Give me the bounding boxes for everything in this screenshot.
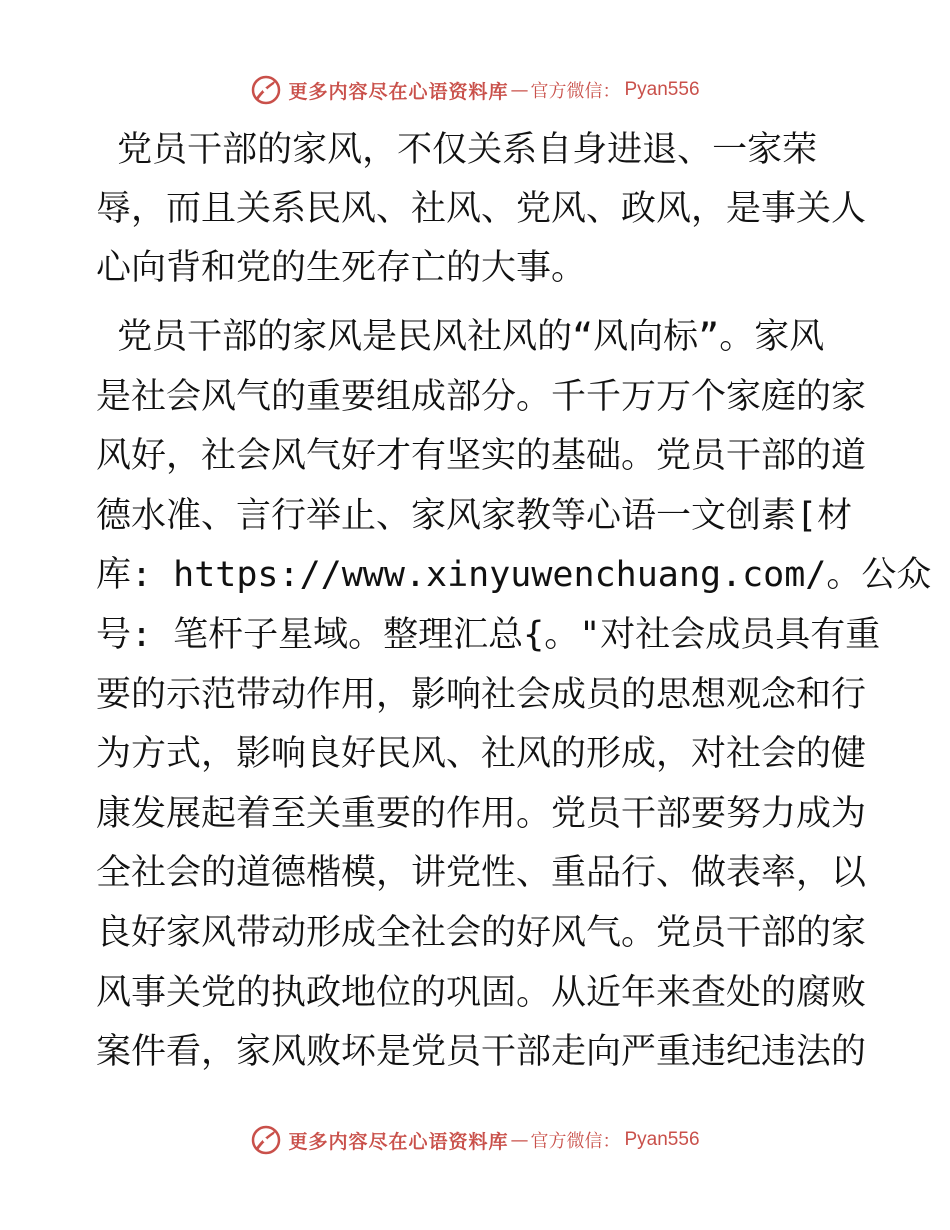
text-line: 要的示范带动作用，影响社会成员的思想观念和行 [96,674,867,715]
footer-banner [0,1122,950,1158]
text-line: 康发展起着至关重要的作用。党员干部要努力成为 [96,793,867,834]
text-line: 良好家风带动形成全社会的好风气。党员干部的家 [96,912,867,953]
paragraph-1 [96,121,867,298]
text-line: 为方式，影响良好民风、社风的形成，对社会的健 [96,734,867,775]
banner-wechat-id: Pyan556 [624,1129,700,1150]
text-line: 党员干部的家风是民风社风的“风向标”。家风 [96,317,825,357]
text-line: 党员干部的家风，不仅关系自身进退、一家荣 [96,130,818,170]
banner-dash: — [510,1129,529,1151]
banner-slogan: 更多内容尽在心语资料库 [288,1130,509,1153]
text-line: 德水准、言行举止、家风家教等心语一文创素[材 [96,495,853,536]
banner-wechat-id: Pyan556 [624,79,700,100]
text-line: 心向背和党的生死存亡的大事。 [96,248,587,288]
text-line: 是社会风气的重要组成部分。千千万万个家庭的家 [96,376,867,417]
banner-wechat-label: 官方微信： [530,81,621,102]
paragraph-2 [96,308,932,1083]
text-line: 库: https://www.xinyuwenchuang.com/。公众 [96,555,932,596]
banner-dash: — [510,79,529,101]
text-line: 全社会的道德楷模，讲党性、重品行、做表率，以 [96,853,867,894]
pen-logo-icon [250,74,282,106]
text-line: 风好，社会风气好才有坚实的基础。党员干部的道 [96,436,867,477]
banner-slogan: 更多内容尽在心语资料库 [288,80,509,103]
text-line: 案件看，家风败坏是党员干部走向严重违纪违法的 [96,1032,867,1073]
header-banner [0,72,950,108]
pen-logo-icon [250,1124,282,1156]
text-line: 辱，而且关系民风、社风、党风、政风，是事关人 [96,189,867,229]
banner-wechat-label: 官方微信： [530,1131,621,1152]
text-line: 号: 笔杆子星域。整理汇总{。"对社会成员具有重 [96,614,881,655]
text-line: 风事关党的执政地位的巩固。从近年来查处的腐败 [96,972,867,1013]
